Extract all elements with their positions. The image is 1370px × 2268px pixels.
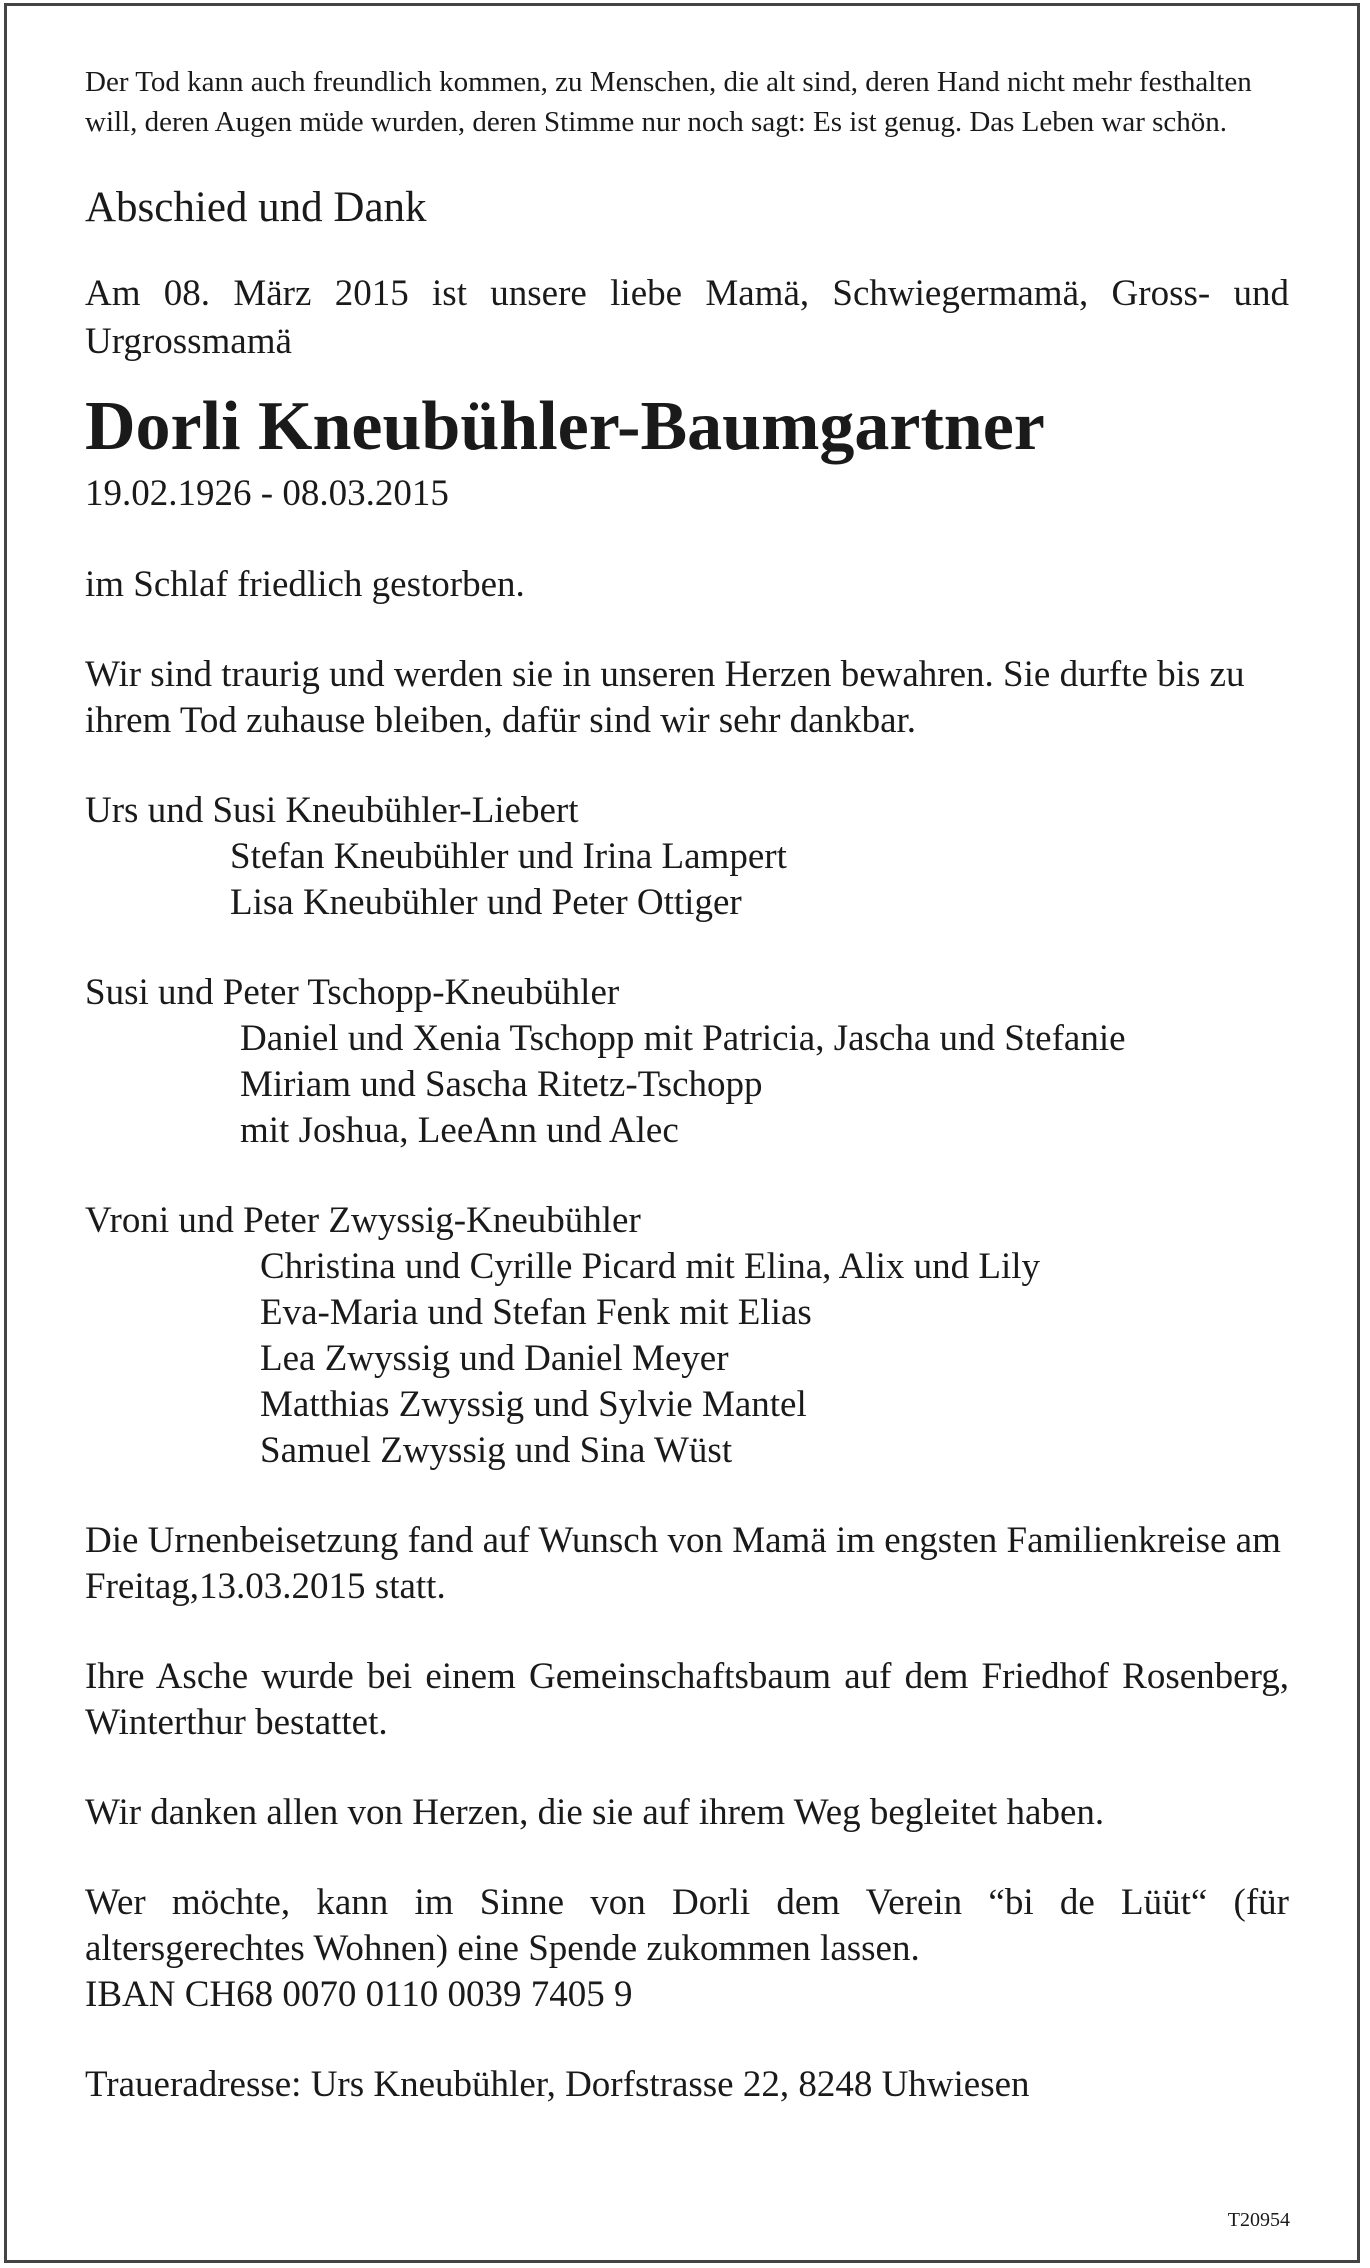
donation-block bbox=[85, 1880, 1289, 2018]
intro-text: Am 08. März 2015 ist unsere liebe Mamä, Schwiegermamä, Gross- und Urgrossmamä bbox=[85, 273, 1289, 362]
family-group bbox=[85, 1198, 1289, 1474]
family-head: Susi und Peter Tschopp-Kneubühler bbox=[85, 972, 620, 1013]
donation-text: Wer möchte, kann im Sinne von Dorli dem Verein “bi de Lüüt“ (für altersgerechtes Wohnen) eine Spende zukommen lassen. bbox=[85, 1882, 1289, 1969]
opening-quote: Der Tod kann auch freundlich kommen, zu Menschen, die alt sind, deren Hand nicht mehr festhalten will, deren Augen müde wurden, deren Stimme nur noch sagt: Es ist genug. Das Leben war schön. bbox=[85, 66, 1252, 138]
family-member: Christina und Cyrille Picard mit Elina, Alix und Lily bbox=[260, 1246, 1041, 1287]
family-head: Urs und Susi Kneubühler-Liebert bbox=[85, 790, 579, 831]
family-member: Lea Zwyssig und Daniel Meyer bbox=[260, 1338, 729, 1379]
family-member: mit Joshua, LeeAnn und Alec bbox=[240, 1110, 679, 1151]
family-group bbox=[85, 788, 1289, 926]
iban-text: IBAN CH68 0070 0110 0039 7405 9 bbox=[85, 1974, 633, 2015]
reference-code: T20954 bbox=[1227, 2209, 1290, 2231]
heading: Abschied und Dank bbox=[85, 184, 427, 231]
mourning-address: Traueradresse: Urs Kneubühler, Dorfstrasse 22, 8248 Uhwiesen bbox=[85, 2064, 1030, 2105]
family-member: Stefan Kneubühler und Irina Lampert bbox=[230, 836, 787, 877]
sad-text: Wir sind traurig und werden sie in unseren Herzen bewahren. Sie durfte bis zu ihrem Tod zuhause bleiben, dafür sind wir sehr dankbar. bbox=[85, 654, 1245, 741]
family-member: Miriam und Sascha Ritetz-Tschopp bbox=[240, 1064, 763, 1105]
ashes-text: Ihre Asche wurde bei einem Gemeinschaftsbaum auf dem Friedhof Rosenberg, Winterthur bestattet. bbox=[85, 1656, 1289, 1743]
obituary-content bbox=[85, 62, 1289, 2108]
life-dates: 19.02.1926 - 08.03.2015 bbox=[85, 473, 449, 514]
family-head: Vroni und Peter Zwyssig-Kneubühler bbox=[85, 1200, 641, 1241]
thanks-text: Wir danken allen von Herzen, die sie auf ihrem Weg begleitet haben. bbox=[85, 1792, 1105, 1833]
sleep-text: im Schlaf friedlich gestorben. bbox=[85, 564, 525, 605]
family-member: Lisa Kneubühler und Peter Ottiger bbox=[230, 882, 742, 923]
burial-text: Die Urnenbeisetzung fand auf Wunsch von Mamä im engsten Familienkreise am Freitag,13.03.2015 statt. bbox=[85, 1520, 1281, 1607]
family-member: Samuel Zwyssig und Sina Wüst bbox=[260, 1430, 733, 1471]
family-member: Daniel und Xenia Tschopp mit Patricia, Jascha und Stefanie bbox=[240, 1018, 1126, 1059]
deceased-name: Dorli Kneubühler-Baumgartner bbox=[85, 388, 1045, 465]
family-member: Matthias Zwyssig und Sylvie Mantel bbox=[260, 1384, 807, 1425]
family-member: Eva-Maria und Stefan Fenk mit Elias bbox=[260, 1292, 812, 1333]
family-group bbox=[85, 970, 1289, 1154]
